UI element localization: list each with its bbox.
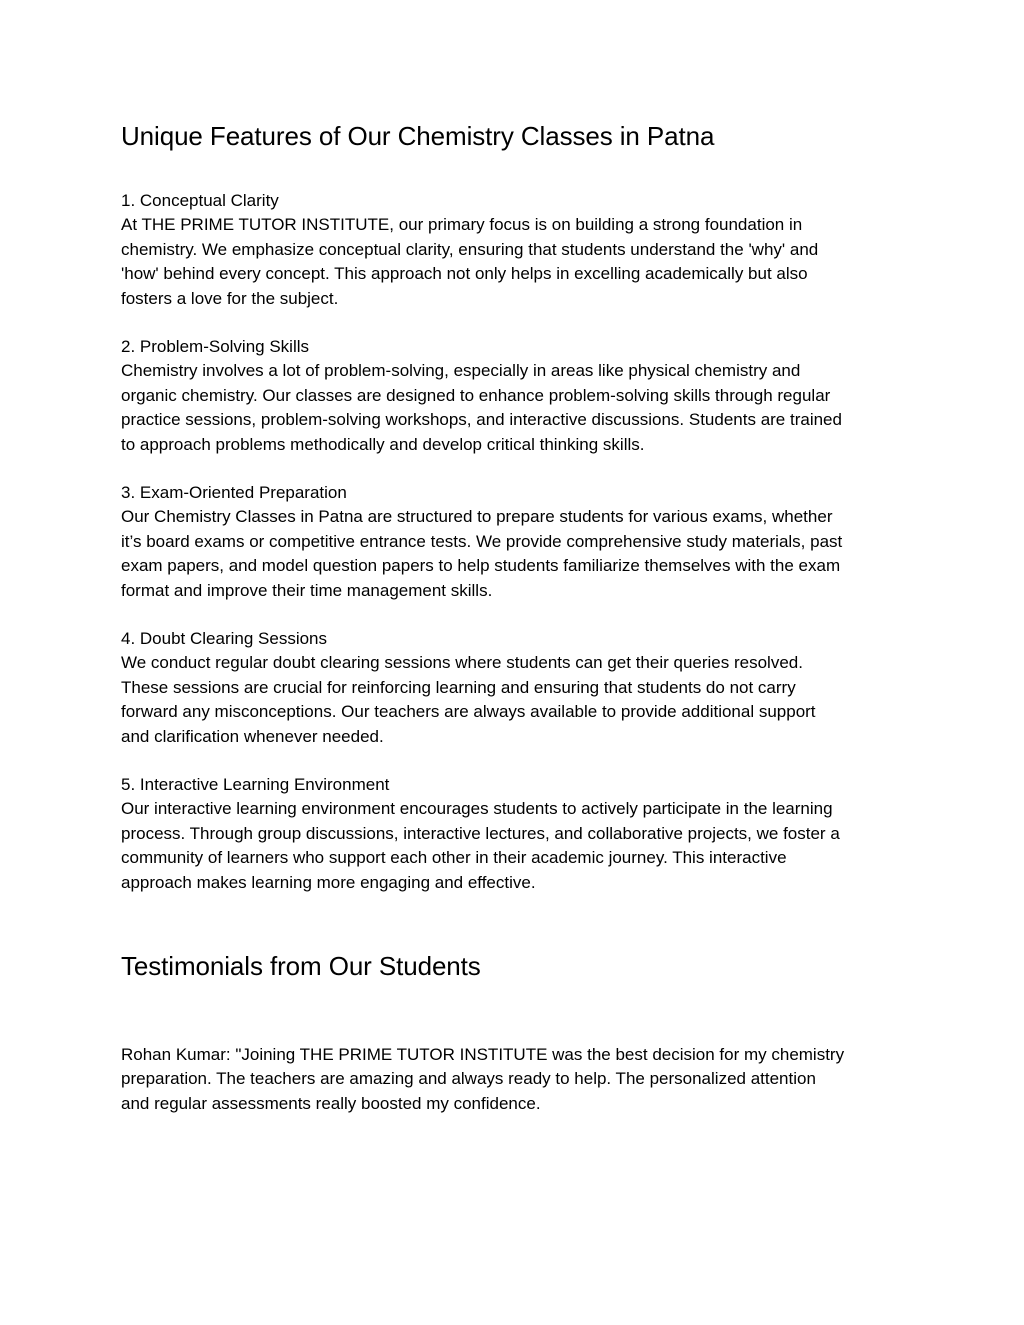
feature-line: community of learners who support each other in their academic journey. This interactive: [121, 848, 787, 868]
feature-line: exam papers, and model question papers to help students familiarize themselves with the exam: [121, 556, 841, 576]
feature-line: to approach problems methodically and develop critical thinking skills.: [121, 434, 645, 454]
feature-title: 4. Doubt Clearing Sessions: [121, 629, 328, 648]
testimonial-line: Rohan Kumar: "Joining THE PRIME TUTOR INSTITUTE was the best decision for my chemistry: [121, 1045, 845, 1064]
feature-exam-oriented: [121, 481, 911, 603]
feature-line: and clarification whenever needed.: [121, 726, 384, 746]
feature-line: fosters a love for the subject.: [121, 288, 339, 308]
testimonials-heading: Testimonials from Our Students: [121, 951, 481, 981]
feature-line: Our Chemistry Classes in Patna are structured to prepare students for various exams, whether: [121, 507, 833, 527]
testimonial-rohan-kumar: [121, 1043, 911, 1116]
feature-line: process. Through group discussions, interactive lectures, and collaborative projects, we foster a: [121, 823, 840, 843]
feature-line: practice sessions, problem-solving workshops, and interactive discussions. Students are trained: [121, 410, 842, 430]
feature-line: organic chemistry. Our classes are designed to enhance problem-solving skills through regular: [121, 385, 831, 405]
feature-conceptual-clarity: [121, 189, 911, 311]
feature-problem-solving: [121, 335, 911, 457]
feature-interactive-learning: [121, 773, 911, 895]
feature-doubt-clearing: [121, 627, 911, 749]
feature-title: 1. Conceptual Clarity: [121, 191, 279, 210]
feature-line: These sessions are crucial for reinforcing learning and ensuring that students do not carry: [121, 677, 796, 697]
testimonial-line: and regular assessments really boosted my confidence.: [121, 1093, 541, 1113]
features-heading: Unique Features of Our Chemistry Classes in Patna: [121, 121, 715, 151]
feature-line: At THE PRIME TUTOR INSTITUTE, our primary focus is on building a strong foundation in: [121, 215, 803, 235]
feature-line: forward any misconceptions. Our teachers are always available to provide additional support: [121, 702, 816, 722]
feature-line: chemistry. We emphasize conceptual clarity, ensuring that students understand the 'why' and: [121, 239, 819, 259]
testimonial-line: preparation. The teachers are amazing and always ready to help. The personalized attention: [121, 1069, 816, 1089]
feature-title: 2. Problem-Solving Skills: [121, 337, 310, 356]
feature-line: 'how' behind every concept. This approach not only helps in excelling academically but also: [121, 264, 808, 284]
feature-title: 3. Exam-Oriented Preparation: [121, 483, 347, 502]
feature-line: it’s board exams or competitive entrance tests. We provide comprehensive study materials, past: [121, 531, 843, 551]
feature-line: approach makes learning more engaging and effective.: [121, 872, 536, 892]
feature-line: Our interactive learning environment encourages students to actively participate in the learning: [121, 799, 833, 819]
feature-title: 5. Interactive Learning Environment: [121, 775, 390, 794]
feature-line: We conduct regular doubt clearing sessions where students can get their queries resolved.: [121, 653, 803, 673]
feature-line: Chemistry involves a lot of problem-solving, especially in areas like physical chemistry and: [121, 361, 801, 381]
feature-line: format and improve their time management skills.: [121, 580, 493, 600]
